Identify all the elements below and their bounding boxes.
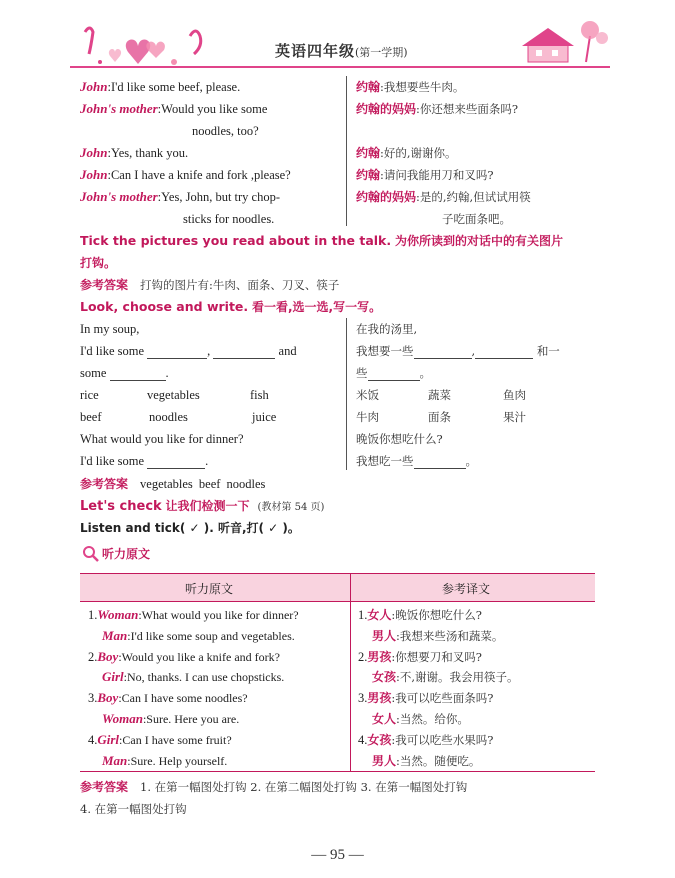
header-rule: [70, 66, 610, 68]
word-rice-cn: 米饭: [356, 388, 379, 402]
soup-en-question: What would you like for dinner?: [80, 432, 244, 446]
soup-cn-answer: 我想吃一些 。: [356, 454, 477, 468]
dialogue-line-4-en: John:Can I have a knife and fork ,please?: [80, 167, 291, 182]
page-number: — 95 —: [311, 847, 364, 863]
word-vegetables-cn: 蔬菜: [428, 388, 451, 402]
page-header: [70, 22, 610, 72]
book-title: 英语四年级(第一学期): [275, 42, 408, 60]
blank-3[interactable]: [110, 369, 166, 381]
table-row-en: 1.Woman:What would you like for dinner?: [88, 607, 299, 622]
soup-cn-line-1: 在我的汤里,: [356, 322, 418, 336]
soup-en-line-1: In my soup,: [80, 322, 140, 336]
table-row-cn: 3.男孩:我可以吃些面条吗?: [358, 691, 494, 706]
dialogue-line-2-en: John's mother:Would you like some: [80, 101, 268, 116]
table-row-cn: 2.男孩:你想要刀和叉吗?: [358, 649, 482, 664]
table-divider: [350, 574, 351, 771]
answer-3: 参考答案 1. 在第一幅图处打钩 2. 在第二幅图处打钩 3. 在第一幅图处打钩: [80, 780, 468, 794]
dialogue-line-2-cn: 约翰的妈妈:你还想来些面条吗?: [356, 102, 519, 116]
soup-cn-question: 晚饭你想吃什么?: [356, 432, 443, 446]
table-row-cn: 男人:我想来些汤和蔬菜。: [372, 628, 504, 643]
look-task-instruction: Look, choose and write. 看一看,选一选,写一写。: [80, 299, 382, 314]
blank-1[interactable]: [147, 347, 207, 359]
word-noodles-cn: 面条: [428, 410, 451, 424]
dialogue-line-3-en: John:Yes, thank you.: [80, 145, 189, 160]
script-title: 听力原文: [82, 545, 150, 563]
dialogue-line-2-en-cont: noodles, too?: [192, 124, 259, 138]
blank-cn-1[interactable]: [414, 347, 472, 359]
blank-cn-3[interactable]: [368, 369, 420, 381]
word-noodles: noodles: [149, 410, 188, 424]
word-rice: rice: [80, 388, 99, 402]
script-table: [80, 573, 595, 772]
table-row-cn: 男人:当然。随便吃。: [372, 753, 481, 768]
soup-cn-line-2: 我想要一些 , 和一: [356, 344, 560, 358]
dialogue-line-1-cn: 约翰:我想要些牛肉。: [356, 80, 465, 94]
blank-2[interactable]: [213, 347, 275, 359]
tick-task-instruction-cont: 打钩。: [80, 256, 117, 270]
tick-task-instruction: Tick the pictures you read about in the talk. 为你所读到的对话中的有关图片: [80, 233, 563, 248]
word-vegetables: vegetables: [147, 388, 200, 402]
dialogue-line-5-cn: 约翰的妈妈:是的,约翰,但试试用筷: [356, 190, 531, 204]
table-row-en: Man:I'd like some soup and vegetables.: [102, 627, 295, 643]
table-row-en: 2.Boy:Would you like a knife and fork?: [88, 648, 280, 664]
table-row-cn: 女人:当然。给你。: [372, 712, 469, 726]
blank-cn-2[interactable]: [475, 347, 533, 359]
decorative-hearts-icon: [70, 22, 270, 68]
table-row-en: Woman:Sure. Here you are.: [102, 711, 240, 726]
answer-3-cont: 4. 在第一幅图处打钩: [80, 802, 187, 816]
word-juice-cn: 果汁: [503, 410, 526, 424]
soup-en-line-3: some .: [80, 366, 169, 380]
check-heading: Let's check 让我们检测一下 (教材第 54 页): [80, 499, 325, 514]
table-header-left: 听力原文: [185, 582, 234, 596]
word-fish-cn: 鱼肉: [503, 388, 526, 402]
table-row-en: Girl:No, thanks. I can use chopsticks.: [102, 669, 285, 685]
column-divider-2: [346, 318, 347, 470]
soup-en-line-2: I'd like some , and: [80, 344, 297, 358]
dialogue-line-1-en: John:I'd like some beef, please.: [80, 79, 241, 94]
answer-2: 参考答案 vegetables beef noodles: [80, 477, 266, 491]
table-row-en: 4.Girl:Can I have some fruit?: [88, 731, 232, 747]
soup-en-answer: I'd like some .: [80, 454, 209, 468]
answer-1: 参考答案 打钩的图片有:牛肉、面条、刀叉、筷子: [80, 278, 340, 292]
word-juice: juice: [252, 410, 277, 424]
dialogue-line-3-cn: 约翰:好的,谢谢你。: [356, 146, 457, 160]
soup-cn-line-3: 些 。: [356, 366, 431, 380]
table-row-en: Man:Sure. Help yourself.: [102, 752, 228, 768]
listen-instruction: Listen and tick( ✓ ). 听音,打( ✓ )。: [80, 521, 300, 535]
blank-cn-4[interactable]: [414, 457, 466, 469]
magnifier-icon: [82, 545, 100, 563]
table-row-cn: 1.女人:晚饭你想吃什么?: [358, 608, 482, 622]
table-header: [80, 574, 595, 602]
book-subtitle: (第一学期): [355, 46, 408, 59]
table-row-en: 3.Boy:Can I have some noodles?: [88, 690, 248, 706]
table-row-cn: 女孩:不,谢谢。我会用筷子。: [372, 670, 519, 685]
table-header-right: 参考译文: [442, 582, 491, 596]
dialogue-line-5-en: John's mother:Yes, John, but try chop-: [80, 189, 281, 204]
word-beef: beef: [80, 410, 102, 424]
column-divider: [346, 76, 347, 226]
table-row-cn: 4.女孩:我可以吃些水果吗?: [358, 732, 494, 747]
word-fish: fish: [250, 388, 269, 402]
dialogue-line-4-cn: 约翰:请问我能用刀和叉吗?: [356, 168, 494, 182]
dialogue-line-5-en-cont: sticks for noodles.: [183, 212, 275, 226]
blank-4[interactable]: [147, 457, 205, 469]
decorative-house-icon: [510, 16, 610, 68]
word-beef-cn: 牛肉: [356, 410, 379, 424]
dialogue-line-5-cn-cont: 子吃面条吧。: [442, 212, 511, 226]
